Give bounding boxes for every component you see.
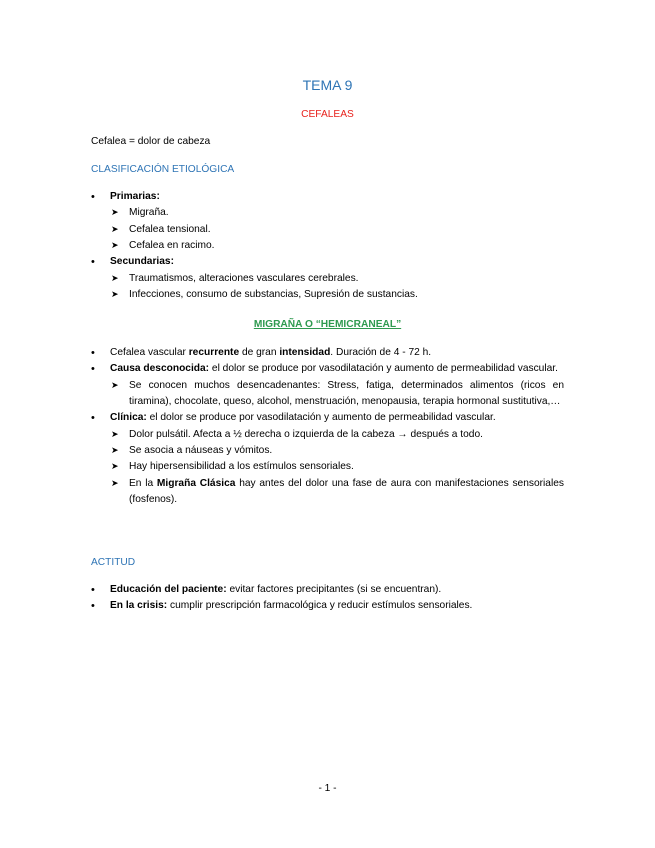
- migrana-heading: MIGRAÑA O “HEMICRANEAL”: [253, 319, 402, 330]
- definition-text: Cefalea = dolor de cabeza: [91, 136, 211, 147]
- clasificacion-heading: CLASIFICACIÓN ETIOLÓGICA: [91, 164, 235, 175]
- list-subitem: ➤ Dolor pulsátil. Afecta a ½ derecha o izquierda de la cabeza → después a todo.: [91, 427, 564, 443]
- page-number: - 1 -: [318, 783, 337, 794]
- actitud-list: [91, 582, 564, 615]
- list-subitem: ➤ Hay hipersensibilidad a los estímulos sensoriales.: [91, 459, 564, 475]
- list-subitem: ➤ Se conocen muchos desencadenantes: Stress, fatiga, determinados alimentos (ricos en tiramina), chocolate, queso, alcohol, menstruación, menopausia, terapia hormonal sustitutiva,…: [91, 378, 564, 411]
- migrana-list: [91, 345, 564, 508]
- clasificacion-list: [91, 189, 564, 303]
- list-item-primarias: • Primarias:: [91, 189, 564, 205]
- actitud-heading: ACTITUD: [91, 557, 136, 568]
- list-item: • Educación del paciente: evitar factores precipitantes (si se encuentran).: [91, 582, 564, 598]
- list-subitem: ➤ Migraña.: [91, 205, 564, 221]
- page-subtitle: CEFALEAS: [301, 109, 354, 120]
- list-subitem: ➤ Cefalea en racimo.: [91, 238, 564, 254]
- list-subitem: ➤ Traumatismos, alteraciones vasculares cerebrales.: [91, 271, 564, 287]
- list-subitem: ➤ Se asocia a náuseas y vómitos.: [91, 443, 564, 459]
- list-item: • Cefalea vascular recurrente de gran intensidad. Duración de 4 - 72 h.: [91, 345, 564, 361]
- list-subitem: ➤ Infecciones, consumo de substancias, Supresión de sustancias.: [91, 287, 564, 303]
- page-title: TEMA 9: [302, 77, 353, 93]
- list-item: • Causa desconocida: el dolor se produce por vasodilatación y aumento de permeabilidad vascular.: [91, 361, 564, 377]
- list-subitem: ➤ En la Migraña Clásica hay antes del dolor una fase de aura con manifestaciones sensoriales (fosfenos).: [91, 476, 564, 509]
- list-item: • En la crisis: cumplir prescripción farmacológica y reducir estímulos sensoriales.: [91, 598, 564, 614]
- list-item: • Clínica: el dolor se produce por vasodilatación y aumento de permeabilidad vascular.: [91, 410, 564, 426]
- list-subitem: ➤ Cefalea tensional.: [91, 222, 564, 238]
- list-item-secundarias: • Secundarias:: [91, 254, 564, 270]
